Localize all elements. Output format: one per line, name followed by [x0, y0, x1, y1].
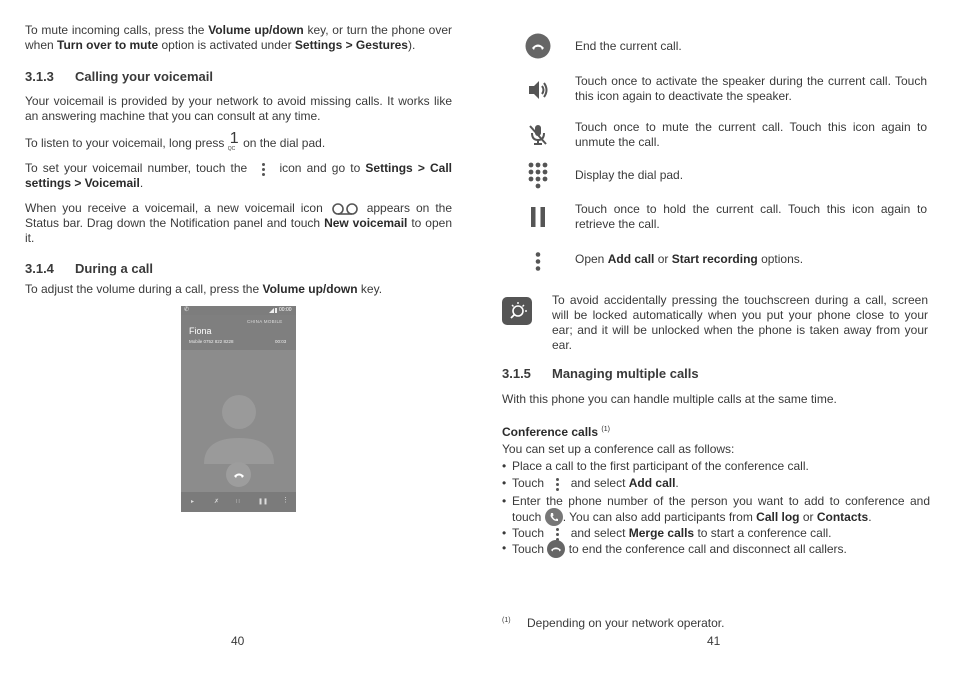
multiple-calls-description: With this phone you can handle multiple calls at the same time.	[502, 392, 837, 406]
voicemail-description: Your voicemail is provided by your network to avoid missing calls. It works like an answering machine that you can consult at any time.	[25, 94, 452, 123]
end-call-icon	[233, 471, 245, 479]
speaker-icon	[526, 79, 550, 101]
section-heading-multiple-calls: 3.1.5 Managing multiple calls	[502, 366, 699, 381]
mute-button[interactable]: ✗	[214, 499, 220, 505]
mute-icon	[527, 123, 549, 147]
lightbulb-icon	[506, 300, 528, 322]
end-call-icon-cell	[522, 33, 554, 59]
caller-name: Fiona	[189, 326, 212, 336]
more-options-icon-cell	[522, 252, 554, 271]
dialpad-icon	[527, 162, 549, 189]
key-1-icon: 1 QC	[227, 130, 239, 152]
more-options-button[interactable]: ⋮	[282, 497, 289, 504]
speaker-description: Touch once to activate the speaker during the current call. Touch this icon again to deactivate the speaker.	[575, 74, 927, 103]
mute-description: Touch once to mute the current call. Touch this icon again to unmute the call.	[575, 120, 927, 149]
dialpad-description: Display the dial pad.	[575, 168, 684, 182]
mute-icon-cell	[522, 123, 554, 147]
page-number-right: 41	[707, 634, 721, 648]
dialpad-button[interactable]: ∷	[236, 499, 240, 505]
page-number-left: 40	[231, 634, 245, 648]
voicemail-setup-paragraph: To set your voicemail number, touch the icon and go to Settings > Call settings > Voicemail.	[25, 161, 453, 190]
call-header	[181, 315, 296, 350]
caller-avatar	[181, 350, 296, 470]
phone-screenshot	[181, 306, 296, 512]
signal-icon	[269, 308, 274, 313]
hold-button[interactable]: ❚❚	[258, 499, 269, 505]
section-heading-during-call: 3.1.4 During a call	[25, 261, 154, 276]
more-options-icon	[551, 527, 563, 541]
speaker-button[interactable]: ▸	[191, 499, 195, 505]
status-bar	[181, 306, 296, 315]
section-heading-voicemail: 3.1.3 Calling your voicemail	[25, 69, 213, 84]
end-call-icon	[547, 540, 565, 558]
voicemail-notification-paragraph: When you receive a voicemail, a new voicemail icon appears on the Status bar. Drag down the Notification panel and touch New voicemail to open it.	[25, 201, 452, 245]
more-options-icon	[535, 252, 541, 271]
volume-paragraph: To adjust the volume during a call, press the Volume up/down key.	[25, 282, 383, 296]
speaker-icon-cell	[522, 78, 554, 102]
call-icon	[545, 508, 563, 526]
hold-icon-cell	[522, 206, 554, 228]
conference-intro: You can set up a conference call as follows:	[502, 442, 735, 456]
end-call-description: End the current call.	[575, 39, 682, 53]
hold-description: Touch once to hold the current call. Touch this icon again to retrieve the call.	[575, 202, 927, 231]
footnote-marker: (1)	[502, 617, 511, 624]
more-options-description: Open Add call or Start recording options.	[575, 252, 804, 266]
carrier-label: CHINA MOBILE	[247, 319, 283, 324]
tip-icon	[502, 297, 532, 325]
caller-number: Mobile 0752 822 8228	[189, 339, 234, 344]
footnote-text: Depending on your network operator.	[527, 616, 725, 630]
dialpad-icon-cell	[522, 162, 554, 189]
voicemail-listen-paragraph: To listen to your voicemail, long press 1 QC on the dial pad.	[25, 130, 326, 152]
end-call-icon	[525, 33, 551, 59]
call-duration: 00:03	[275, 339, 287, 344]
more-options-icon	[257, 162, 269, 176]
more-options-icon	[551, 477, 563, 491]
tip-text: To avoid accidentally pressing the touchscreen during a call, screen will be locked automatically when you put your phone close to your ear; and it will be unlocked when the phone is taken away from your ear.	[552, 293, 928, 352]
call-controls-bar	[181, 492, 296, 512]
conference-calls-heading: Conference calls $^{(1)}$	[502, 425, 610, 439]
hold-icon	[530, 207, 546, 227]
status-time: 00:00	[279, 307, 292, 313]
phone-status-icon: ✆	[184, 307, 190, 313]
end-call-button[interactable]	[226, 462, 251, 487]
voicemail-icon	[331, 202, 359, 216]
intro-paragraph: To mute incoming calls, press the Volume up/down key, or turn the phone over when Turn over to mute option is activated under Settings > Gestures).	[25, 23, 452, 52]
battery-icon	[275, 308, 277, 313]
